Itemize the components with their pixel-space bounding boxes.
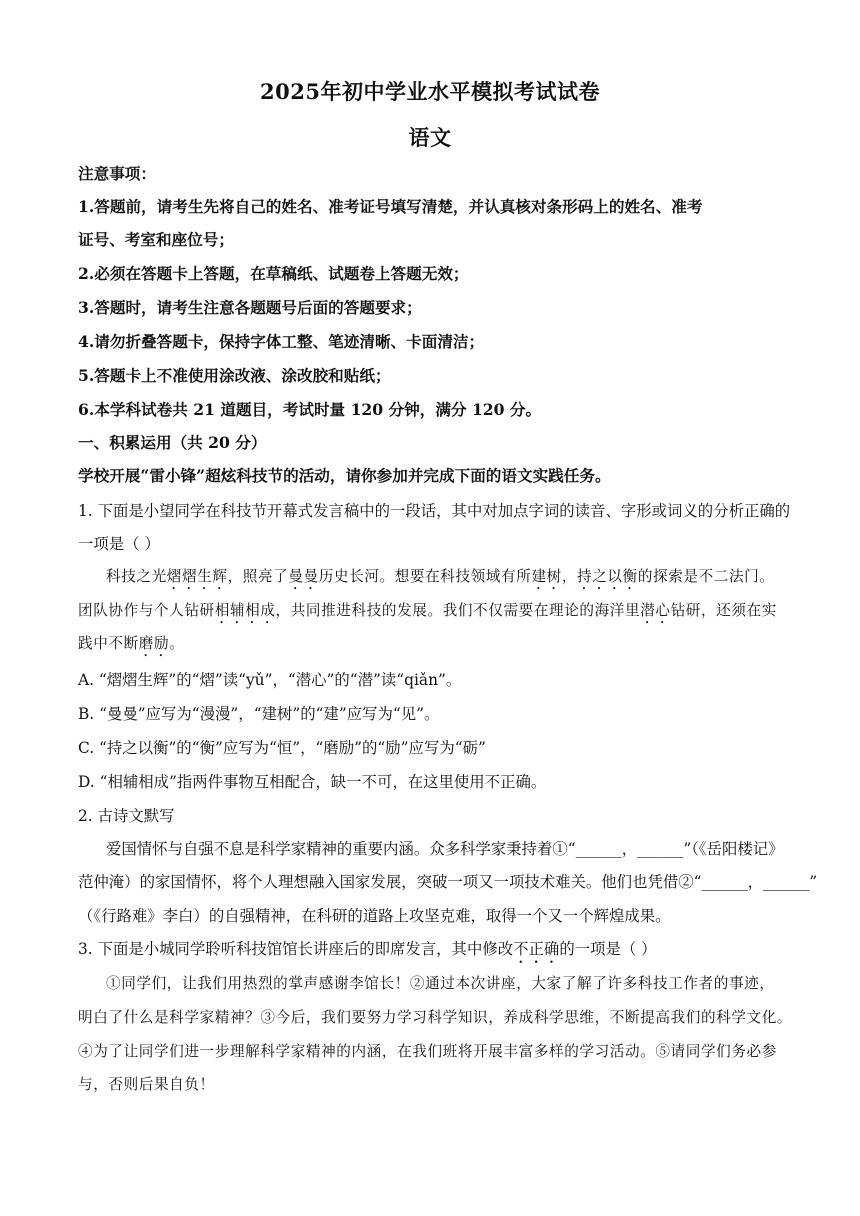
- notice-item-1-line-2: 证号、考室和座位号；: [78, 230, 234, 249]
- notice-item-3: 3.答题时，请考生注意各题题号后面的答题要求；: [78, 298, 422, 317]
- q1-option-c: C. “持之以衡”的“衡”应写为“恒”，“磨励”的“励”应写为“砺”: [78, 739, 486, 757]
- passage-text: 践中不断: [78, 635, 139, 652]
- notice-item-1-line-1: 1.答题前，请考生先将自己的姓名、准考证号填写清楚，并认真核对条形码上的姓名、准考: [78, 197, 703, 216]
- q3-stem-text: 3. 下面是小城同学聆听科技馆馆长讲座后的即席发言，其中修改: [78, 940, 514, 958]
- passage-text: ，: [561, 568, 578, 585]
- passage-text: ，共同推进科技的发展。我们不仅需要在理论的海洋里: [275, 602, 641, 619]
- passage-text: 团队协作与个人钻研: [78, 602, 215, 619]
- subject-title: 语文: [408, 125, 452, 150]
- passage-text: 的探索是不二法门。: [637, 568, 775, 585]
- passage-text: 历史长河。想要在科技领域有所: [318, 568, 532, 585]
- section-1-heading: 一、积累运用（共 20 分）: [78, 433, 267, 452]
- passage-text: ，照亮了: [227, 568, 289, 585]
- q3-stem: [78, 938, 800, 967]
- q3-stem-text: 的一项是（ ）: [559, 940, 657, 958]
- q2-line-3: （《行路难》李白）的自强精神，在科研的道路上攻坚克难，取得一个又一个辉煌成果。: [78, 907, 671, 925]
- q1-stem-line-1: 1. 下面是小望同学在科技节开幕式发言稿中的一段话，其中对加点字词的读音、字形或词义的分析正确的: [78, 502, 791, 520]
- q1-passage-line-2: [78, 600, 800, 627]
- dotted-word: 相辅相成: [214, 602, 276, 619]
- dotted-word: 熠熠生辉: [166, 568, 228, 585]
- q1-stem-line-2: 一项是（ ）: [78, 535, 160, 553]
- q1-option-b: B. “曼曼”应写为“漫漫”，“建树”的“建”应写为“见”。: [78, 705, 440, 723]
- notice-heading: 注意事项：: [78, 164, 156, 183]
- passage-text: 钻研，还须在实: [670, 602, 777, 619]
- passage-text: 科技之光: [106, 568, 167, 585]
- q2-line-1: 爱国情怀与自强不息是科学家精神的重要内涵。众多科学家秉持着①“______，______”（《岳阳楼记》: [106, 840, 784, 858]
- q2-line-2: 范仲淹）的家国情怀，将个人理想融入国家发展，突破一项又一项技术难关。他们也凭借②“______，______”: [78, 873, 818, 891]
- notice-item-2: 2.必须在答题卡上答题，在草稿纸、试题卷上答题无效；: [78, 264, 469, 283]
- dotted-word: 持之以衡: [577, 568, 638, 585]
- notice-item-5: 5.答题卡上不准使用涂改液、涂改胶和贴纸；: [78, 366, 391, 385]
- dotted-word: 磨励: [138, 635, 170, 652]
- q1-option-a: A. “熠熠生辉”的“熠”读“yǔ”，“潜心”的“潜”读“qiǎn”。: [78, 671, 462, 689]
- q1-option-d: D. “相辅相成”指两件事物互相配合，缺一不可，在这里使用不正确。: [78, 773, 547, 791]
- q1-passage-line-1: [106, 566, 800, 593]
- dotted-word: 潜心: [640, 602, 671, 619]
- dotted-word: 不正确: [513, 940, 560, 958]
- q3-passage-line-2: 明白了什么是科学家精神？③今后，我们要努力学习科学知识，养成科学思维，不断提高我们的科学文化。: [78, 1009, 793, 1026]
- dotted-word: 建树: [531, 568, 562, 585]
- q2-stem: 2. 古诗文默写: [78, 807, 175, 825]
- q3-passage-line-1: ①同学们，让我们用热烈的掌声感谢李馆长！②通过本次讲座，大家了解了许多科技工作者的事迹，: [106, 975, 775, 992]
- passage-text: 。: [169, 635, 185, 652]
- q3-passage-line-3: ④为了让同学们进一步理解科学家精神的内涵，在我们班将开展丰富多样的学习活动。⑤请同学们务必参: [78, 1043, 777, 1060]
- notice-item-4: 4.请勿折叠答题卡，保持字体工整、笔迹清晰、卡面清洁；: [78, 332, 485, 351]
- q3-passage-line-4: 与，否则后果自负！: [78, 1076, 215, 1093]
- notice-item-6: 6.本学科试卷共 21 道题目，考试时量 120 分钟，满分 120 分。: [78, 400, 542, 419]
- exam-title: 2025年初中学业水平模拟考试试卷: [260, 79, 600, 104]
- dotted-word: 曼曼: [288, 568, 319, 585]
- q1-passage-line-3: [78, 633, 800, 660]
- task-intro: 学校开展“雷小锋”超炫科技节的活动，请你参加并完成下面的语文实践任务。: [78, 466, 611, 485]
